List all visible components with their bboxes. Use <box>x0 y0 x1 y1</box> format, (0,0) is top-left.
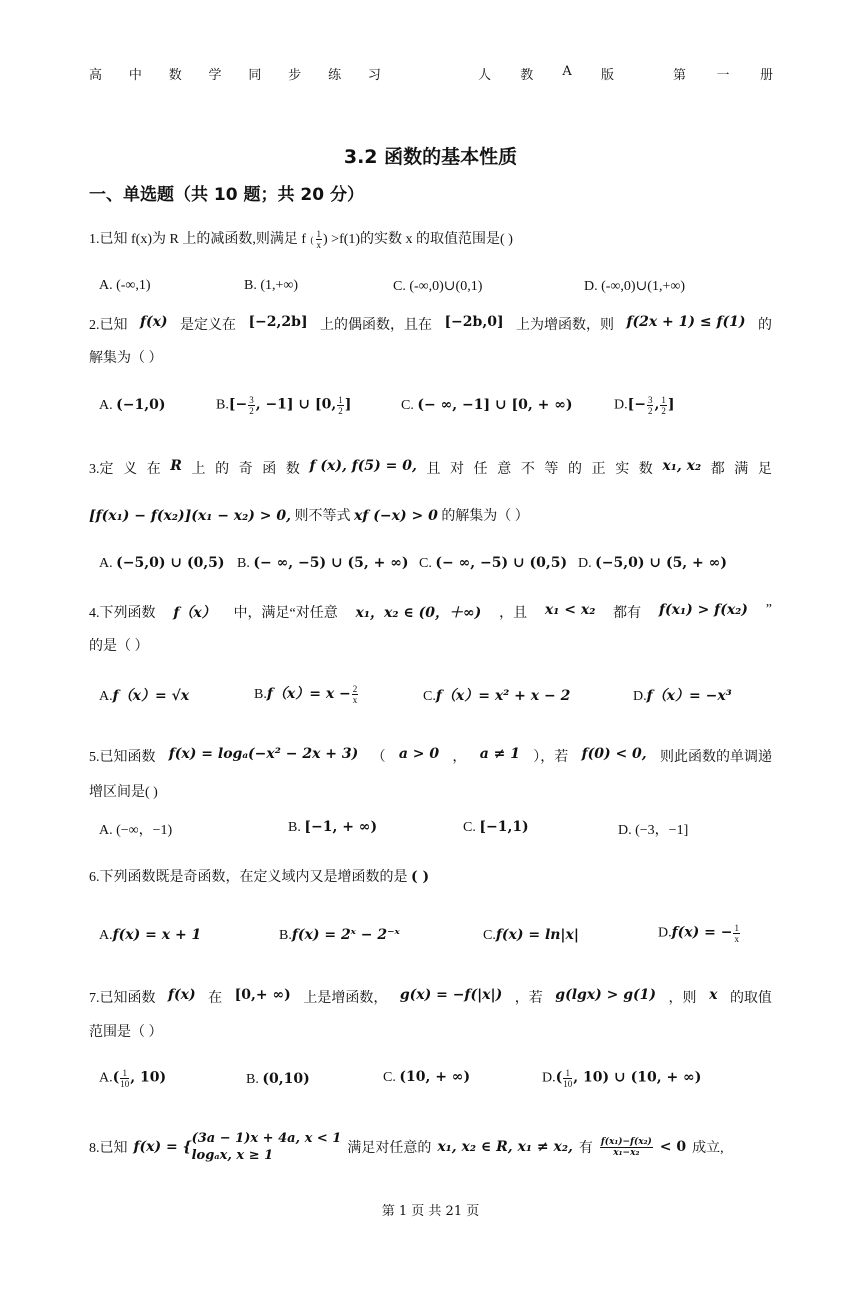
math-expr: , −1] ∪ [0, <box>255 396 337 413</box>
header-char: 习 <box>367 68 381 83</box>
question-5-line2: 增区间是( ) <box>89 785 158 800</box>
option-label: B. <box>216 397 229 413</box>
question-number: 8. <box>89 1141 100 1156</box>
question-number: 1. <box>89 232 100 247</box>
question-text: 实 <box>615 462 630 477</box>
piecewise-cases <box>192 1130 342 1164</box>
math-expr: (− ∞, −5) ∪ (5, + ∞) <box>253 555 409 571</box>
question-text: ，则 <box>668 991 697 1006</box>
math-expr: (−3，−1] <box>635 823 689 838</box>
math-expr: g(lgx) > g(1) <box>555 987 657 1003</box>
math-expr: , <box>654 396 660 413</box>
math-expr: x₁ < x₂ <box>544 602 596 618</box>
option-a[interactable] <box>99 397 165 414</box>
option-label: D. <box>542 1070 556 1086</box>
question-text: 上的偶函数，且在 <box>320 318 432 333</box>
option-label: A. <box>99 556 113 571</box>
option-a[interactable] <box>99 927 201 944</box>
math-expr: [−2,2b] <box>248 314 308 330</box>
question-4-line2: 的是（ ） <box>89 639 149 654</box>
question-text: 数 <box>638 462 653 477</box>
question-text: 下列函数 <box>99 606 156 621</box>
header-char: A <box>562 64 572 79</box>
option-label: A. <box>99 1070 113 1086</box>
question-text: 满足对任意的 <box>347 1141 432 1156</box>
header-char: 高 <box>89 68 103 83</box>
math-expr: f(x) = x + 1 <box>112 927 202 943</box>
option-c[interactable] <box>383 1069 470 1086</box>
math-expr: a ≠ 1 <box>479 746 520 762</box>
question-text: 成立, <box>692 1141 724 1156</box>
math-expr: f(x) = { <box>133 1139 192 1155</box>
option-d[interactable] <box>542 1068 701 1089</box>
math-expr: f（x） <box>173 605 216 621</box>
math-expr: x <box>709 987 718 1003</box>
question-8 <box>89 1130 772 1164</box>
math-expr: (−1,0) <box>116 397 166 413</box>
fraction-numerator: 1 <box>734 923 739 933</box>
question-text: 的解集为（ ） <box>441 509 529 524</box>
fraction <box>600 1137 653 1158</box>
question-text: 任 <box>473 462 488 477</box>
question-text: 意 <box>497 462 512 477</box>
option-d[interactable] <box>614 395 674 416</box>
fraction <box>120 1068 129 1089</box>
option-label: B. <box>254 687 267 702</box>
math-expr: f（x）= −x³ <box>646 688 732 704</box>
fraction-denominator: x <box>352 695 358 706</box>
header-char: 一 <box>716 68 730 83</box>
math-expr: , 10) <box>130 1069 167 1086</box>
question-text: 的取值 <box>729 991 772 1006</box>
fraction-numerator: 3 <box>647 395 653 405</box>
fraction <box>660 395 667 416</box>
math-expr: [−1,1) <box>479 819 529 835</box>
header-middle <box>478 64 614 83</box>
question-text: 满 <box>734 462 749 477</box>
case-row: logₐx, x ≥ 1 <box>191 1148 274 1163</box>
option-c[interactable] <box>419 555 567 572</box>
fraction-denominator: 10 <box>563 1079 573 1089</box>
header-char: 版 <box>600 68 614 83</box>
question-text: 的 <box>568 462 582 477</box>
option-c[interactable] <box>401 397 573 414</box>
option-label: D. <box>633 689 647 704</box>
question-1: 1.已知 f(x)为 R 上的减函数,则满足 f ( $\frac{1}{x}$ ) >f(1)的实数 x 的取值范围是( ) <box>89 229 513 251</box>
option-label: C. <box>383 1070 396 1085</box>
question-2-line2: 解集为（ ） <box>89 351 163 366</box>
question-text: ，若 <box>514 991 543 1006</box>
option-label: B. <box>246 1072 259 1087</box>
question-4 <box>89 602 772 622</box>
option-a[interactable] <box>99 555 225 572</box>
question-7-line2: 范围是（ ） <box>89 1025 163 1040</box>
math-expr: f（x）= x − <box>266 686 351 702</box>
case-row: (3a − 1)x + 4a, x < 1 <box>191 1131 342 1146</box>
math-expr: [0,+ ∞) <box>234 987 291 1003</box>
question-text: 已知 <box>99 1141 128 1156</box>
option-b[interactable] <box>237 555 409 572</box>
option-label: B. <box>237 556 250 571</box>
option-b[interactable] <box>246 1071 310 1088</box>
question-text: 是定义在 <box>180 318 236 333</box>
question-number: 3. <box>89 462 100 477</box>
question-text: 上为增函数，则 <box>516 318 614 333</box>
math-expr: (−5,0) ∪ (5, + ∞) <box>595 555 727 571</box>
option-label: C. <box>463 820 476 835</box>
fraction-denominator: x <box>734 934 739 944</box>
fraction-denominator: 2 <box>647 406 653 416</box>
question-3 <box>89 458 772 478</box>
question-7 <box>89 987 772 1007</box>
math-expr: f(x) = logₐ(−x² − 2x + 3) <box>168 746 359 762</box>
math-expr: f(x) = − <box>671 924 733 941</box>
fraction-numerator: 1 <box>563 1068 572 1079</box>
option-label: B. <box>279 928 292 943</box>
question-text: 已知 <box>99 318 128 333</box>
fraction: ( <box>310 234 314 245</box>
fraction <box>337 395 344 416</box>
option-label: A. <box>99 398 113 413</box>
option-label: A. <box>99 823 113 838</box>
question-text: 下列函数既是奇函数，在定义域内又是增函数的是 <box>99 870 408 885</box>
question-2 <box>89 314 772 334</box>
option-d[interactable] <box>658 923 741 944</box>
fraction <box>563 1068 572 1089</box>
math-expr: ] <box>344 396 352 413</box>
math-expr: f (x), f(5) = 0, <box>309 458 417 474</box>
section-heading: 一、单选题（共 10 题；共 20 分） <box>89 185 364 205</box>
fraction-numerator: 1 <box>316 229 321 240</box>
question-text: 数 <box>285 462 300 477</box>
document-title: 3.2 函数的基本性质 <box>343 146 518 168</box>
math-expr: (− ∞, −1] ∪ [0, + ∞) <box>417 397 573 413</box>
option-b[interactable] <box>254 683 359 705</box>
option-label: B. <box>288 820 301 835</box>
question-text: 义 <box>123 462 138 477</box>
question-number: 5. <box>89 750 100 765</box>
question-text: 奇 <box>238 462 253 477</box>
fraction <box>316 229 323 250</box>
question-text: 已知 f(x)为 R 上的减函数,则满足 f <box>99 232 306 247</box>
option-b[interactable] <box>216 395 351 416</box>
question-number: 6. <box>89 870 100 885</box>
option-label: D. <box>618 823 632 838</box>
math-expr: ] <box>667 396 675 413</box>
option-c[interactable] <box>423 685 570 705</box>
fraction-denominator: x₁−x₂ <box>613 1147 640 1158</box>
math-expr: f(x) = 2ˣ − 2⁻ˣ <box>291 927 400 943</box>
math-expr: ( <box>112 1069 120 1086</box>
question-text: 有 <box>578 1141 593 1156</box>
option-b[interactable]: B. (1,+∞) <box>244 278 299 293</box>
math-expr: x₁, x₂ <box>662 458 702 474</box>
question-text: 上是增函数， <box>303 991 388 1006</box>
math-expr: [− <box>228 396 248 413</box>
fraction <box>647 395 654 416</box>
question-text: ），若 <box>533 750 569 765</box>
fraction-denominator: x <box>316 240 321 251</box>
question-text: 在 <box>146 462 161 477</box>
question-text: ， <box>452 750 467 765</box>
math-expr: ( <box>555 1069 563 1086</box>
question-3-line2 <box>89 505 772 525</box>
header-char: 中 <box>128 68 142 83</box>
math-expr: [− <box>627 396 646 413</box>
header-char: 学 <box>208 68 222 83</box>
question-text: 已知函数 <box>99 991 156 1006</box>
math-expr: xf (−x) > 0 <box>354 508 438 524</box>
question-text: 不 <box>520 462 535 477</box>
option-c[interactable]: C. (-∞,0)∪(0,1) <box>393 279 483 294</box>
header-char: 步 <box>288 68 302 83</box>
option-label: D. <box>614 397 628 413</box>
option-d[interactable]: D. (-∞,0)∪(1,+∞) <box>584 279 686 294</box>
math-expr: f(x) <box>168 987 196 1003</box>
fraction-numerator: 2 <box>352 684 358 695</box>
header-char: 教 <box>520 68 534 83</box>
math-expr: (0,10) <box>262 1071 310 1087</box>
question-number: 4. <box>89 606 100 621</box>
question-text: 且 <box>426 462 441 477</box>
question-number: 7. <box>89 991 100 1006</box>
option-a[interactable] <box>99 1068 166 1089</box>
header-char: 练 <box>328 68 342 83</box>
header-char: 数 <box>168 68 182 83</box>
question-text: （ <box>371 750 386 765</box>
option-b[interactable] <box>279 927 400 944</box>
question-text: 正 <box>591 462 606 477</box>
answer-paren: ( ) <box>411 869 430 885</box>
question-text: 上 <box>191 462 206 477</box>
header-right <box>673 64 773 83</box>
math-expr: (−5,0) ∪ (0,5) <box>116 555 225 571</box>
question-text: 的 <box>757 318 772 333</box>
math-expr: (10, + ∞) <box>399 1069 471 1085</box>
math-expr: x₁, x₂ ∈ R, x₁ ≠ x₂, <box>437 1139 573 1155</box>
header-char: 同 <box>248 68 262 83</box>
fraction-numerator: 1 <box>661 395 666 405</box>
fraction-numerator: 1 <box>120 1068 129 1079</box>
math-expr: (− ∞, −5) ∪ (0,5) <box>435 555 568 571</box>
math-expr: , 10) ∪ (10, + ∞) <box>573 1069 702 1086</box>
option-label: C. <box>401 398 414 413</box>
math-expr: f(x) <box>139 314 168 330</box>
option-label: A. <box>99 689 113 704</box>
question-text: 足 <box>757 462 772 477</box>
math-expr: a > 0 <box>398 746 440 762</box>
page-footer: 第 1 页 共 21 页 <box>381 1204 480 1219</box>
option-d[interactable] <box>618 819 688 839</box>
option-d[interactable] <box>633 685 732 705</box>
math-expr: f(x) = ln|x| <box>495 927 579 943</box>
fraction <box>248 395 255 416</box>
option-label: C. <box>483 928 496 943</box>
option-d[interactable] <box>578 555 727 572</box>
math-expr: [−2b,0] <box>444 314 504 330</box>
option-a[interactable] <box>99 819 172 839</box>
option-label: A. <box>99 928 113 943</box>
header-char: 册 <box>759 68 773 83</box>
question-text: 中，满足“对任意 <box>233 606 338 621</box>
question-5 <box>89 746 772 766</box>
option-label: C. <box>423 689 436 704</box>
math-expr: f(2x + 1) ≤ f(1) <box>626 314 746 330</box>
question-text: 的 <box>215 462 230 477</box>
option-label: D. <box>578 556 592 571</box>
fraction-denominator: 10 <box>120 1079 130 1089</box>
fraction-denominator: 2 <box>338 406 343 416</box>
math-expr: f(0) < 0, <box>581 746 647 762</box>
math-expr: f（x）= √x <box>112 688 190 704</box>
question-text: 已知函数 <box>99 750 156 765</box>
option-b[interactable] <box>288 819 377 836</box>
option-a[interactable]: A. (-∞,1) <box>99 278 151 293</box>
math-expr: < 0 <box>659 1139 687 1155</box>
question-text: 在 <box>208 991 223 1006</box>
question-text: 都有 <box>613 606 642 621</box>
header-left <box>89 64 381 83</box>
fraction <box>733 923 740 944</box>
question-text: 都 <box>710 462 725 477</box>
question-text: 定 <box>99 462 114 477</box>
header-char: 人 <box>478 68 492 83</box>
fraction <box>352 684 359 705</box>
math-expr: f（x）= x² + x − 2 <box>435 688 571 704</box>
question-text: >f(1)的实数 x 的取值范围是( ) <box>331 232 513 247</box>
fraction-denominator: 2 <box>661 406 666 416</box>
fraction-numerator: 3 <box>249 395 254 405</box>
math-expr: f(x₁) > f(x₂) <box>658 602 748 618</box>
piecewise-function <box>134 1130 342 1164</box>
fraction-denominator: 2 <box>249 406 254 416</box>
question-text: 等 <box>544 462 559 477</box>
question-text: ” <box>765 602 772 617</box>
question-text: 则此函数的单调递 <box>659 750 772 765</box>
question-text: ，且 <box>499 606 528 621</box>
question-text: 函 <box>262 462 277 477</box>
math-expr: x₁，x₂ ∈ (0，＋∞) <box>355 605 482 621</box>
math-expr: [−1, + ∞) <box>304 819 378 835</box>
option-label: C. <box>419 556 432 571</box>
question-text: 对 <box>450 462 465 477</box>
question-text: 则不等式 <box>294 509 351 524</box>
option-c[interactable] <box>463 819 529 836</box>
question-6 <box>89 866 772 886</box>
option-a[interactable] <box>99 685 189 705</box>
fraction-numerator: f(x₁)−f(x₂) <box>600 1136 652 1147</box>
question-number: 2. <box>89 318 100 333</box>
option-c[interactable] <box>483 927 579 944</box>
math-expr: (−∞，−1) <box>116 823 173 838</box>
fraction-numerator: 1 <box>338 395 343 405</box>
math-expr: g(x) = −f(|x|) <box>399 987 503 1003</box>
option-label: D. <box>658 925 672 941</box>
header-char: 第 <box>673 68 687 83</box>
math-expr: [f(x₁) − f(x₂)](x₁ − x₂) > 0, <box>89 508 292 524</box>
math-expr: R <box>170 458 182 474</box>
